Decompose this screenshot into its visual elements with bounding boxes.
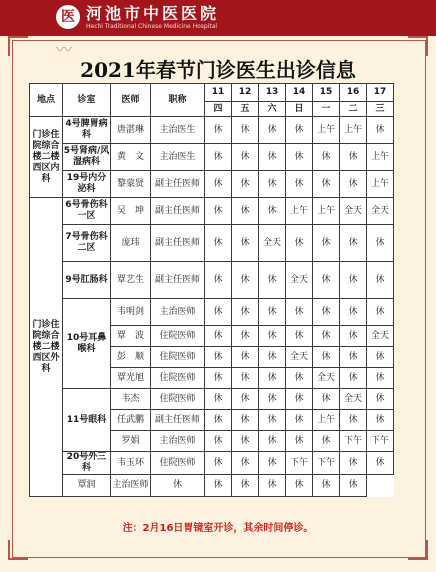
schedule-cell: 休	[367, 262, 394, 299]
schedule-cell: 休	[259, 431, 286, 452]
doctor-cell: 庞玮	[111, 225, 151, 262]
schedule-cell: 休	[205, 117, 232, 144]
table-row	[30, 389, 394, 410]
schedule-cell: 休	[286, 368, 313, 389]
rank-cell: 副主任医师	[151, 225, 205, 262]
col-header-clinic: 诊室	[63, 84, 111, 117]
schedule-cell: 上午	[367, 171, 394, 198]
frame-corner	[8, 540, 28, 560]
location-cell: 门诊住院综合楼二楼西区外科	[30, 198, 63, 497]
date-header: 12	[232, 84, 259, 102]
col-header-location: 地点	[30, 84, 63, 117]
schedule-cell: 休	[205, 368, 232, 389]
schedule-cell: 休	[313, 347, 340, 368]
schedule-cell: 休	[205, 171, 232, 198]
schedule-cell: 休	[286, 171, 313, 198]
schedule-cell: 休	[313, 225, 340, 262]
schedule-cell: 休	[232, 198, 259, 225]
schedule-cell: 休	[313, 171, 340, 198]
schedule-cell: 休	[367, 117, 394, 144]
schedule-cell: 休	[259, 368, 286, 389]
schedule-cell: 休	[205, 262, 232, 299]
weekday-header: 二	[340, 102, 367, 117]
doctor-cell: 黄 文	[111, 144, 151, 171]
schedule-cell: 休	[367, 299, 394, 326]
schedule-cell: 休	[286, 299, 313, 326]
schedule-cell: 休	[259, 452, 286, 475]
date-header: 16	[340, 84, 367, 102]
schedule-cell: 休	[232, 225, 259, 262]
frame-corner	[8, 36, 28, 56]
schedule-cell: 休	[313, 299, 340, 326]
doctor-cell: 黎蒙贤	[111, 171, 151, 198]
clinic-cell: 11号眼科	[63, 389, 111, 452]
schedule-cell: 休	[286, 410, 313, 431]
schedule-cell: 休	[232, 144, 259, 171]
rank-cell: 副主任医师	[151, 262, 205, 299]
weekday-header: 三	[367, 102, 394, 117]
doctor-cell: 覃艺生	[111, 262, 151, 299]
rank-cell: 主治医师	[111, 475, 151, 497]
schedule-cell: 休	[232, 452, 259, 475]
rank-cell: 主治医师	[151, 299, 205, 326]
schedule-cell: 休	[313, 475, 340, 497]
schedule-cell: 休	[367, 389, 394, 410]
doctor-cell: 唐湛琳	[111, 117, 151, 144]
schedule-cell: 休	[259, 262, 286, 299]
rank-cell: 副主任医师	[151, 171, 205, 198]
page-title: 2021年春节门诊医生出诊信息	[80, 58, 356, 82]
clinic-cell: 5号肾病/风湿病科	[63, 144, 111, 171]
schedule-cell: 下午	[286, 452, 313, 475]
hospital-name-en: Hechi Traditional Chinese Medicine Hospital	[86, 23, 218, 30]
schedule-cell: 休	[286, 431, 313, 452]
schedule-cell: 休	[367, 225, 394, 262]
schedule-cell: 下午	[340, 431, 367, 452]
weekday-header: 五	[232, 102, 259, 117]
schedule-cell: 上午	[286, 198, 313, 225]
table-row	[30, 225, 394, 262]
schedule-cell: 休	[340, 410, 367, 431]
ink-brush-decoration-icon: 〰	[56, 40, 73, 59]
frame-corner	[408, 540, 428, 560]
doctor-cell: 覃 波	[111, 326, 151, 347]
frame-corner	[408, 36, 428, 56]
schedule-cell: 休	[340, 225, 367, 262]
clinic-cell: 20号外三科	[63, 452, 111, 475]
rank-cell: 住院医师	[151, 452, 205, 475]
schedule-cell: 全天	[367, 326, 394, 347]
schedule-cell: 休	[367, 410, 394, 431]
schedule-cell: 休	[232, 171, 259, 198]
doctor-cell: 覃润	[63, 475, 111, 497]
weekday-header: 四	[205, 102, 232, 117]
rank-cell: 副主任医师	[151, 410, 205, 431]
schedule-cell: 休	[367, 452, 394, 475]
schedule-cell: 休	[259, 144, 286, 171]
date-header: 17	[367, 84, 394, 102]
schedule-cell: 休	[286, 225, 313, 262]
weekday-header: 六	[259, 102, 286, 117]
table-row	[30, 299, 394, 326]
schedule-cell: 休	[313, 144, 340, 171]
rank-cell: 主治医生	[151, 144, 205, 171]
schedule-cell: 上午	[313, 198, 340, 225]
schedule-cell: 休	[232, 326, 259, 347]
schedule-cell: 休	[205, 299, 232, 326]
clinic-cell: 7号骨伤科二区	[63, 225, 111, 262]
schedule-cell: 休	[313, 326, 340, 347]
schedule-cell: 休	[340, 368, 367, 389]
schedule-cell: 休	[151, 475, 205, 497]
date-header: 14	[286, 84, 313, 102]
schedule-cell: 全天	[367, 198, 394, 225]
schedule-cell: 休	[205, 326, 232, 347]
schedule-cell: 休	[205, 431, 232, 452]
location-cell: 门诊住院综合楼二楼西区内科	[30, 117, 63, 198]
schedule-cell: 上午	[340, 117, 367, 144]
rank-cell: 住院医师	[151, 326, 205, 347]
weekday-header: 日	[286, 102, 313, 117]
schedule-cell: 休	[259, 475, 286, 497]
schedule-cell: 休	[259, 299, 286, 326]
schedule-cell: 休	[232, 410, 259, 431]
table-row	[30, 198, 394, 225]
schedule-cell: 休	[259, 410, 286, 431]
schedule-cell: 休	[313, 389, 340, 410]
table-row	[30, 452, 394, 475]
schedule-cell: 休	[232, 262, 259, 299]
schedule-cell: 休	[313, 262, 340, 299]
col-header-doctor: 医师	[111, 84, 151, 117]
schedule-cell: 休	[340, 171, 367, 198]
schedule-cell: 休	[313, 431, 340, 452]
schedule-cell: 休	[340, 452, 367, 475]
weekday-header: 一	[313, 102, 340, 117]
doctor-cell: 韦杰	[111, 389, 151, 410]
clinic-cell: 4号脾胃病科	[63, 117, 111, 144]
schedule-cell: 休	[259, 171, 286, 198]
doctor-cell: 任武鹏	[111, 410, 151, 431]
schedule-cell: 休	[340, 262, 367, 299]
doctor-cell: 罗娟	[111, 431, 151, 452]
schedule-cell: 休	[232, 431, 259, 452]
schedule-cell: 休	[259, 389, 286, 410]
doctor-cell: 彭 顺	[111, 347, 151, 368]
schedule-cell: 休	[205, 389, 232, 410]
schedule-cell: 上午	[367, 144, 394, 171]
schedule-cell: 休	[286, 326, 313, 347]
schedule-cell: 休	[259, 198, 286, 225]
schedule-cell: 全天	[286, 262, 313, 299]
schedule-cell: 休	[205, 452, 232, 475]
schedule-cell: 全天	[313, 368, 340, 389]
schedule-cell: 休	[259, 347, 286, 368]
hospital-header	[0, 0, 436, 36]
rank-cell: 主治医生	[151, 117, 205, 144]
clinic-cell: 6号骨伤科一区	[63, 198, 111, 225]
header-row	[30, 84, 394, 102]
table-row	[30, 144, 394, 171]
col-header-rank: 职称	[151, 84, 205, 117]
schedule-cell: 休	[286, 144, 313, 171]
schedule-cell: 休	[205, 225, 232, 262]
table-row	[30, 117, 394, 144]
rank-cell: 住院医师	[151, 347, 205, 368]
schedule-cell: 休	[286, 117, 313, 144]
rank-cell: 住院医师	[151, 389, 205, 410]
rank-cell: 主治医师	[151, 431, 205, 452]
schedule-cell: 休	[232, 299, 259, 326]
clinic-cell: 19号内分泌科	[63, 171, 111, 198]
schedule-cell: 休	[367, 347, 394, 368]
date-header: 13	[259, 84, 286, 102]
schedule-cell: 休	[340, 347, 367, 368]
schedule-cell: 休	[205, 475, 232, 497]
schedule-cell: 休	[205, 410, 232, 431]
table-row	[30, 262, 394, 299]
schedule-cell: 休	[232, 389, 259, 410]
schedule-cell: 休	[286, 475, 313, 497]
footnote: 注：2月16日胃镜室开诊，其余时间停诊。	[122, 523, 314, 534]
rank-cell: 副主任医师	[151, 198, 205, 225]
schedule-cell: 休	[232, 117, 259, 144]
doctor-cell: 覃光旭	[111, 368, 151, 389]
clinic-cell: 10号耳鼻喉科	[63, 299, 111, 389]
schedule-cell: 休	[205, 198, 232, 225]
clinic-cell: 9号肛肠科	[63, 262, 111, 299]
schedule-cell: 休	[232, 368, 259, 389]
doctor-cell: 吴 坤	[111, 198, 151, 225]
schedule-cell: 休	[340, 144, 367, 171]
schedule-cell: 全天	[286, 347, 313, 368]
schedule-cell: 下午	[367, 431, 394, 452]
schedule-cell: 全天	[340, 389, 367, 410]
schedule-cell: 休	[232, 475, 259, 497]
schedule-cell: 下午	[313, 452, 340, 475]
date-header: 11	[205, 84, 232, 102]
schedule-cell: 上午	[313, 117, 340, 144]
table-row	[30, 171, 394, 198]
table-row	[30, 475, 394, 497]
schedule-cell: 休	[340, 326, 367, 347]
schedule-cell: 休	[340, 299, 367, 326]
schedule-table	[29, 83, 394, 497]
hospital-name: 河池市中医医院	[86, 4, 220, 23]
schedule-cell: 休	[205, 347, 232, 368]
schedule-cell: 全天	[340, 198, 367, 225]
schedule-cell: 上午	[313, 410, 340, 431]
schedule-cell: 全天	[259, 225, 286, 262]
rank-cell: 住院医师	[151, 368, 205, 389]
doctor-cell: 韦玉环	[111, 452, 151, 475]
schedule-cell: 休	[259, 117, 286, 144]
schedule-cell: 休	[205, 144, 232, 171]
schedule-cell: 休	[286, 389, 313, 410]
schedule-cell: 休	[259, 326, 286, 347]
doctor-cell: 韦明剑	[111, 299, 151, 326]
hospital-logo-icon: 医	[56, 5, 80, 29]
schedule-cell: 休	[367, 368, 394, 389]
schedule-cell: 休	[340, 475, 367, 497]
date-header: 15	[313, 84, 340, 102]
schedule-cell: 休	[232, 347, 259, 368]
